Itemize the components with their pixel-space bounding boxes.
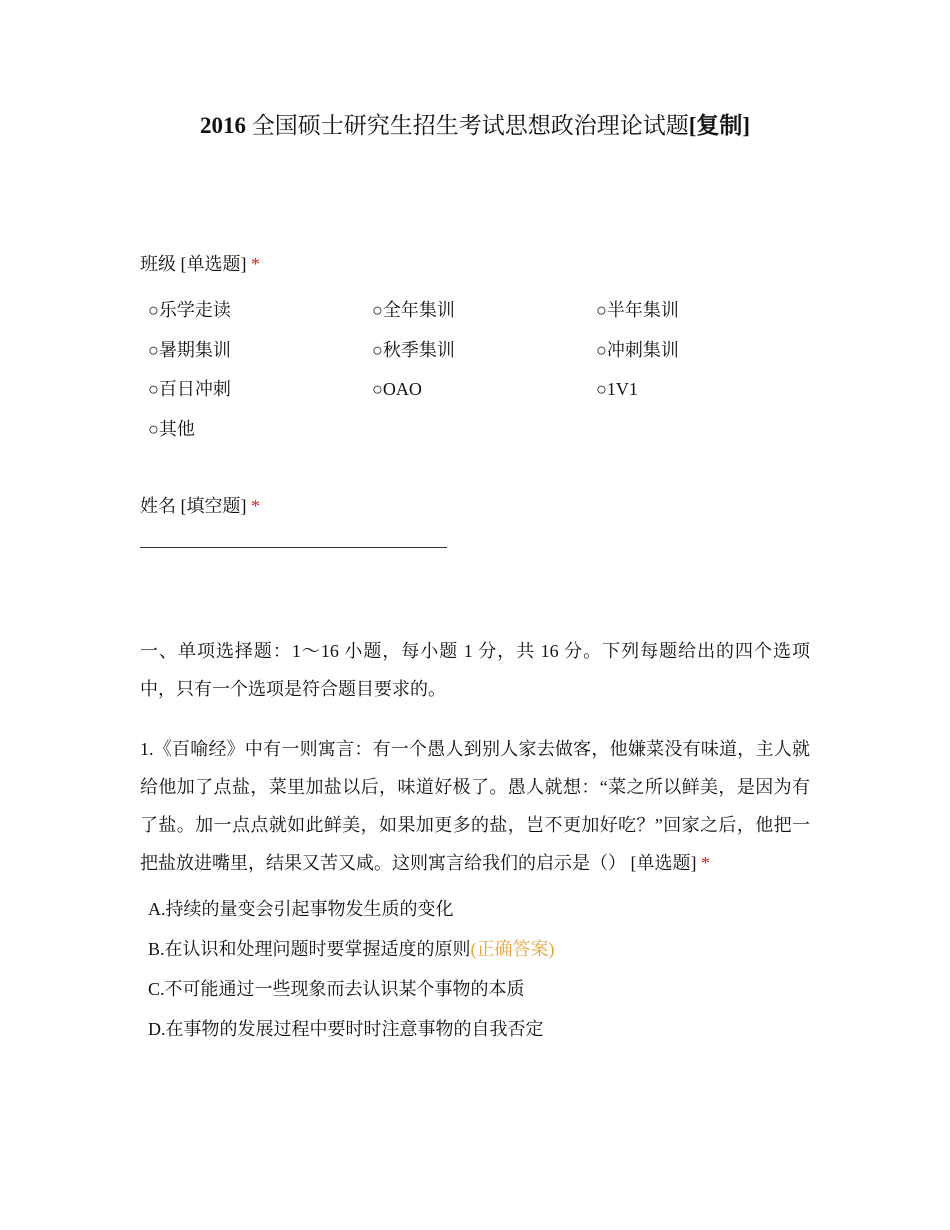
class-option-qiuji[interactable]: ○秋季集训 [372,340,455,360]
title-text: 全国硕士研究生招生考试思想政治理论试题 [251,113,689,138]
class-option-bairi[interactable]: ○百日冲刺 [148,379,231,399]
section-heading: 一、单项选择题：1～16 小题，每小题 1 分，共 16 分。下列每题给出的四个选项中，只有一个选项是符合题目要求的。 [140,641,810,699]
name-input-line[interactable] [140,547,447,548]
name-question-label [140,493,260,519]
required-mark: * [251,496,260,516]
choice-d-text: D.在事物的发展过程中要时时注意事物的自我否定 [148,1019,544,1039]
title-year: 2016 [199,113,246,138]
class-option-quannian[interactable]: ○全年集训 [372,300,455,320]
class-label: 班级 [140,254,176,274]
class-option-bannian[interactable]: ○半年集训 [596,300,679,320]
class-option-qita[interactable]: ○其他 [148,419,195,439]
choice-b-text: B.在认识和处理问题时要掌握适度的原则 [148,939,471,959]
class-option-chongci[interactable]: ○冲刺集训 [596,340,679,360]
class-question-label [140,251,260,277]
required-mark: * [701,853,710,873]
correct-answer-note: (正确答案) [470,939,555,959]
choice-c[interactable] [148,976,525,1002]
class-type: [单选题] [180,254,247,274]
choice-a-text: A.持续的量变会引起事物发生质的变化 [148,899,454,919]
title-suffix: [复制] [688,113,751,138]
choice-a[interactable] [148,896,454,922]
choice-d[interactable] [148,1016,544,1042]
class-option-1v1[interactable]: ○1V1 [596,379,638,399]
name-label: 姓名 [140,496,176,516]
class-option-oao[interactable]: ○OAO [372,379,422,399]
question-1-type: [单选题] [630,853,697,873]
required-mark: * [251,254,260,274]
choice-c-text: C.不可能通过一些现象而去认识某个事物的本质 [148,979,525,999]
class-option-shuqi[interactable]: ○暑期集训 [148,340,231,360]
name-type: [填空题] [180,496,247,516]
class-option-lexue[interactable]: ○乐学走读 [148,300,231,320]
question-1-text: 1.《百喻经》中有一则寓言：有一个愚人到别人家去做客，他嫌菜没有味道，主人就给他加了点盐，菜里加盐以后，味道好极了。愚人就想：“菜之所以鲜美，是因为有了盐。加一点点就如此鲜美，如果加更多的盐，岂不更加好吃？”回家之后，他把一把盐放进嘴里，结果又苦又咸。这则寓言给我们的启示是（） [140,739,810,873]
choice-b[interactable] [148,936,555,962]
question-1-stem [140,730,810,882]
page-title [0,110,950,142]
